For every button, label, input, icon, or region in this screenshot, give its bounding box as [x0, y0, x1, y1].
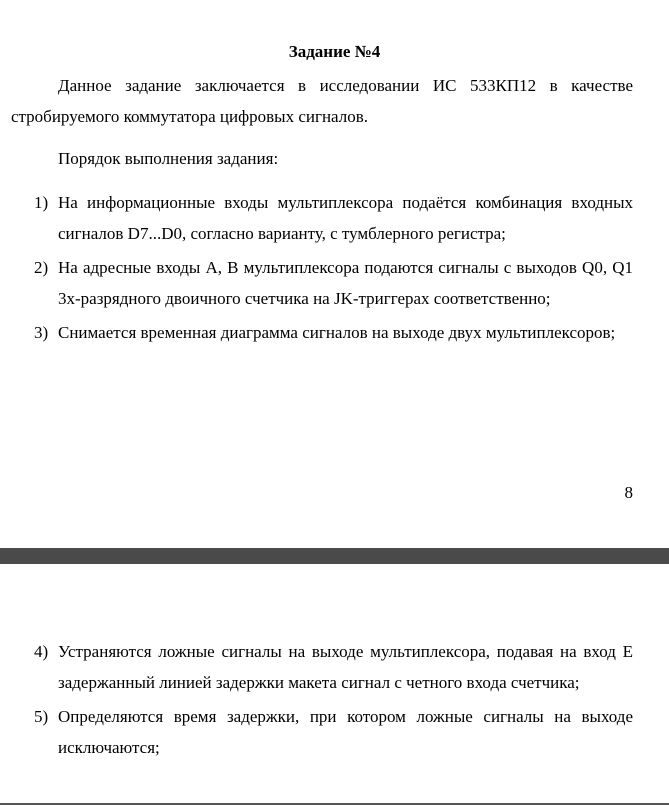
order-heading: Порядок выполнения задания: — [58, 149, 279, 168]
list-item-text: На информационные входы мультиплексора подаётся комбинация входных сигналов D7...D0, согласно варианту, с тумблерного регистра; — [58, 193, 633, 243]
list-item-text: Устраняются ложные сигналы на выходе мультиплексора, подавая на вход E задержанный линией задержки макета сигнал с четного входа счетчика; — [58, 642, 633, 692]
document-page-2 — [0, 564, 669, 805]
list-item-number: 5) — [34, 707, 49, 726]
list-item — [0, 252, 669, 314]
steps-list-page-2 — [0, 636, 669, 763]
list-item-number: 3) — [34, 323, 49, 342]
page-separator — [0, 548, 669, 564]
list-item-text: На адресные входы A, B мультиплексора подаются сигналы с выходов Q0, Q1 3х-разрядного двоичного счетчика на JK-триггерах соответственно; — [58, 258, 633, 308]
list-item — [0, 187, 669, 249]
list-item — [0, 317, 669, 348]
list-item — [0, 636, 669, 698]
list-item-number: 4) — [34, 642, 49, 661]
intro-paragraph: Данное задание заключается в исследовании ИС 533КП12 в качестве стробируемого коммутатора цифровых сигналов. — [11, 76, 633, 126]
page-number: 8 — [624, 483, 633, 502]
steps-list-page-1 — [0, 187, 669, 348]
list-item — [0, 701, 669, 763]
list-item-text: Снимается временная диаграмма сигналов на выходе двух мультиплексоров; — [58, 323, 616, 342]
list-item-number: 2) — [34, 258, 49, 277]
assignment-title: Задание №4 — [288, 42, 381, 61]
list-item-number: 1) — [34, 193, 49, 212]
list-item-text: Определяются время задержки, при котором ложные сигналы на выходе исключаются; — [58, 707, 633, 757]
